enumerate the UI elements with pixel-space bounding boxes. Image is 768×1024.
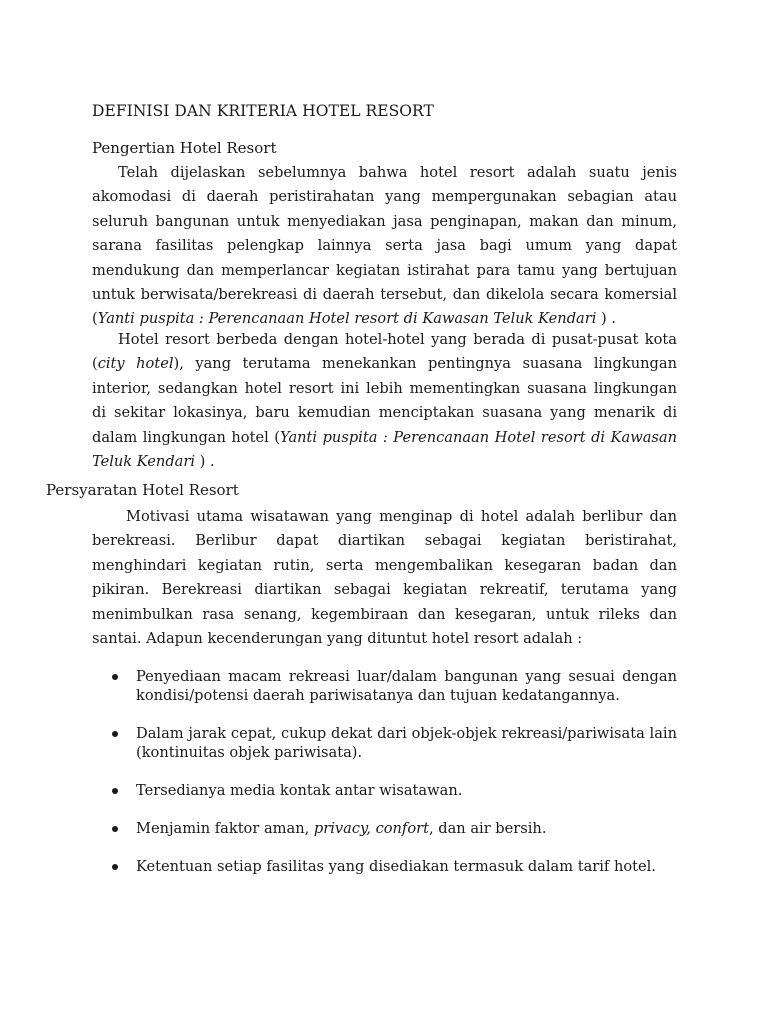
paragraph-pengertian-2: Hotel resort berbeda dengan hotel-hotel yang berada di pusat-pusat kota (city hotel), yang terutama menekankan pentingnya suasana lingkungan interior, sedangkan hotel resort ini lebih mementingkan suasana lingkungan di sekitar lokasinya, baru kemudian menciptakan suasana yang menarik di dalam lingkungan hotel (Yanti puspita : Perencanaan Hotel resort di Kawasan Teluk Kendari ) . [92,331,677,471]
bullet-icon [112,826,118,832]
bullet-icon [112,864,118,870]
list-item: Menjamin faktor aman, privacy, confort, dan air bersih. [92,819,677,838]
requirements-list [92,667,677,895]
paragraph-pengertian-1: Telah dijelaskan sebelumnya bahwa hotel resort adalah suatu jenis akomodasi di daerah peristirahatan yang mempergunakan sebagian atau seluruh bangunan untuk menyediakan jasa penginapan, makan dan minum, sarana fasilitas pelengkap lainnya serta jasa bagi umum yang dapat mendukung dan memperlancar kegiatan istirahat para tamu yang bertujuan untuk berwisata/berekreasi di daerah tersebut, dan dikelola secara komersial (Yanti puspita : Perencanaan Hotel resort di Kawasan Teluk Kendari ) . [92,164,677,328]
page-title: DEFINISI DAN KRITERIA HOTEL RESORT [92,102,434,120]
list-item: Ketentuan setiap fasilitas yang disediakan termasuk dalam tarif hotel. [92,857,677,876]
bullet-icon [112,674,118,680]
section-heading-persyaratan: Persyaratan Hotel Resort [46,481,239,499]
bullet-icon [112,788,118,794]
paragraph-persyaratan: Motivasi utama wisatawan yang menginap di hotel adalah berlibur dan berekreasi. Berlibur dapat diartikan sebagai kegiatan beristirahat, menghindari kegiatan rutin, serta mengembalikan kesegaran badan dan pikiran. Berekreasi diartikan sebagai kegiatan rekreatif, terutama yang menimbulkan rasa senang, kegembiraan dan kesegaran, untuk rileks dan santai. Adapun kecenderungan yang dituntut hotel resort adalah : [92,508,677,648]
list-item: Tersedianya media kontak antar wisatawan. [92,781,677,800]
italic-term: city hotel [97,355,174,373]
list-item: Dalam jarak cepat, cukup dekat dari objek-objek rekreasi/pariwisata lain (kontinuitas objek pariwisata). [92,724,677,762]
bullet-icon [112,731,118,737]
citation: Yanti puspita : Perencanaan Hotel resort di Kawasan Teluk Kendari [97,310,597,328]
list-item: Penyediaan macam rekreasi luar/dalam bangunan yang sesuai dengan kondisi/potensi daerah pariwisatanya dan tujuan kedatangannya. [92,667,677,705]
section-heading-pengertian: Pengertian Hotel Resort [92,139,277,157]
citation: Yanti puspita : Perencanaan Hotel resort di Kawasan Teluk Kendari [92,428,677,471]
